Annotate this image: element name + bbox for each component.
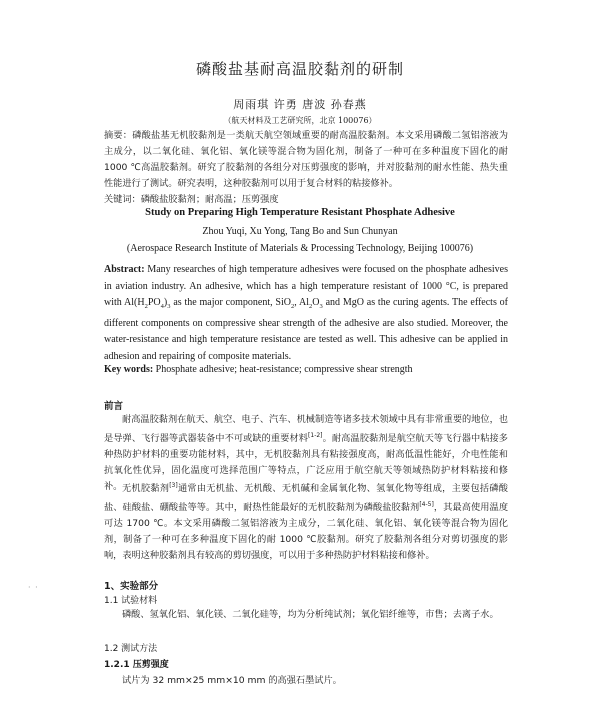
intro-paragraph-2 — [104, 478, 508, 564]
english-keywords — [104, 362, 508, 379]
section-1-2-1-text: 试片为 32 mm×25 mm×10 mm 的高强石墨试片。 — [122, 675, 342, 686]
formula-text: PO — [147, 297, 161, 308]
section-1-heading: 1、实验部分 — [104, 581, 159, 592]
subscript: 2 — [290, 303, 295, 310]
intro-text: 耐高温胶黏剂在航天、航空、电子、汽车、机械制造等诸多技术领域中具有非常重要的地位，也是导弹、飞行器等武器装备中不可或缺的重要材料 — [104, 414, 508, 445]
citation: [3] — [169, 482, 178, 489]
intro-text: ，其最高使用温度可达 1700 ℃。本文采用磷酸二氢铝溶液为主成分，二氧化硅、氧化铝、氧化镁等混合物为固化剂，制备了一种可在多种温度下固化的耐 1000 ℃胶黏剂。研究了胶黏剂各组分对剪切强度的影响，表明这种胶黏剂具有较高的剪切强度，可以用于多种热防护材料粘接和修补。 — [104, 502, 509, 562]
intro-text: 通常由无机盐、无机酸、无机碱和金属氧化物、氢氧化物等组成，主要包括磷酸盐、硅酸盐、硼酸盐等等。其中，耐热性能最好的无机胶黏剂为磷酸盐胶黏剂 — [104, 483, 508, 514]
english-authors: Zhou Yuqi, Xu Yong, Tang Bo and Sun Chunyan — [202, 226, 398, 237]
english-affiliation: (Aerospace Research Institute of Materials & Processing Technology, Beijing 100076) — [126, 243, 474, 254]
subscript: 2 — [309, 303, 313, 310]
english-abstract — [104, 262, 508, 365]
english-title: Study on Preparing High Temperature Resistant Phosphate Adhesive — [145, 207, 455, 218]
section-1-1-text: 磷酸、氢氧化铝、氧化镁、二氧化硅等，均为分析纯试剂；氧化铝纤维等，市售；去离子水。 — [122, 609, 499, 620]
english-keywords-text: Phosphate adhesive; heat-resistance; compressive shear strength — [153, 364, 413, 375]
chinese-abstract-label: 摘要： — [104, 130, 133, 141]
citation: [1-2] — [308, 432, 323, 439]
chinese-abstract — [104, 128, 508, 192]
intro-heading: 前言 — [104, 401, 124, 412]
margin-mark: · · — [28, 583, 39, 592]
section-1-1-heading: 1.1 试验材料 — [104, 596, 158, 606]
subscript: 3 — [167, 303, 171, 310]
chinese-keywords — [104, 192, 508, 208]
formula-text: as the major component, SiO — [170, 297, 291, 308]
chinese-keywords-label: 关键词： — [104, 194, 141, 205]
chinese-authors: 周雨琪 许勇 唐波 孙春燕 — [233, 98, 367, 111]
subscript: 3 — [319, 303, 323, 310]
english-abstract-text: Many researches of high temperature adhesives were focused on the phosphate adhesives in aviation industry. An adhesive, which has a high temperature resistant of 1000 °C, is prepared with Al(H — [104, 264, 508, 308]
subscript: 2 — [144, 303, 148, 310]
formula-text: , Al — [294, 297, 310, 308]
section-1-2-1-heading: 1.2.1 压剪强度 — [104, 660, 169, 670]
subscript: 4 — [160, 303, 164, 310]
intro-text: 。耐高温胶黏剂是航空航天等飞行器中粘接多种热防护材料的重要功能材料，其中，无机胶黏剂具有粘接强度高，耐高低温性能好，介电性能和抗氧化性优异，固化温度可选择范围广等特点，广泛应用于航空航天等领域热防护材料粘接和修补。 — [104, 433, 508, 493]
intro-text: 无机胶黏剂 — [122, 483, 170, 495]
english-keywords-label: Key words: — [104, 364, 154, 375]
chinese-abstract-text: 磷酸盐基无机胶黏剂是一类航天航空领域重要的耐高温胶黏剂。本文采用磷酸二氢铝溶液为主成分，以二氧化硅、氧化铝、氧化镁等混合物为固化剂，制备了一种可在多种温度下固化的耐 1000 ℃高温胶黏剂。研究了胶黏剂的各组分对压剪强度的影响，并对胶黏剂的耐水性能、热失重性能进行了测试。研究表明，这种胶黏剂可以用于复合材料的粘接修补。 — [104, 130, 509, 189]
formula-text: ) — [163, 297, 168, 308]
formula-text: O — [312, 297, 320, 308]
citation: [4-5] — [419, 501, 434, 509]
chinese-affiliation: （航天材料及工艺研究所，北京 100076） — [223, 116, 377, 125]
section-1-2-heading: 1.2 测试方法 — [104, 644, 158, 654]
chinese-keywords-text: 磷酸盐胶黏剂；耐高温；压剪强度 — [140, 194, 279, 205]
english-abstract-label: Abstract: — [104, 264, 145, 275]
chinese-title: 磷酸盐基耐高温胶黏剂的研制 — [195, 60, 404, 78]
english-abstract-text: and MgO as the curing agents. The effects of different components on compressive shear strength of the adhesive are also studied. Moreover, the water-resistance and high temperature resistance are tested as well. This adhesive can be applied in adhesion and repairing of composite materials. — [104, 297, 509, 362]
